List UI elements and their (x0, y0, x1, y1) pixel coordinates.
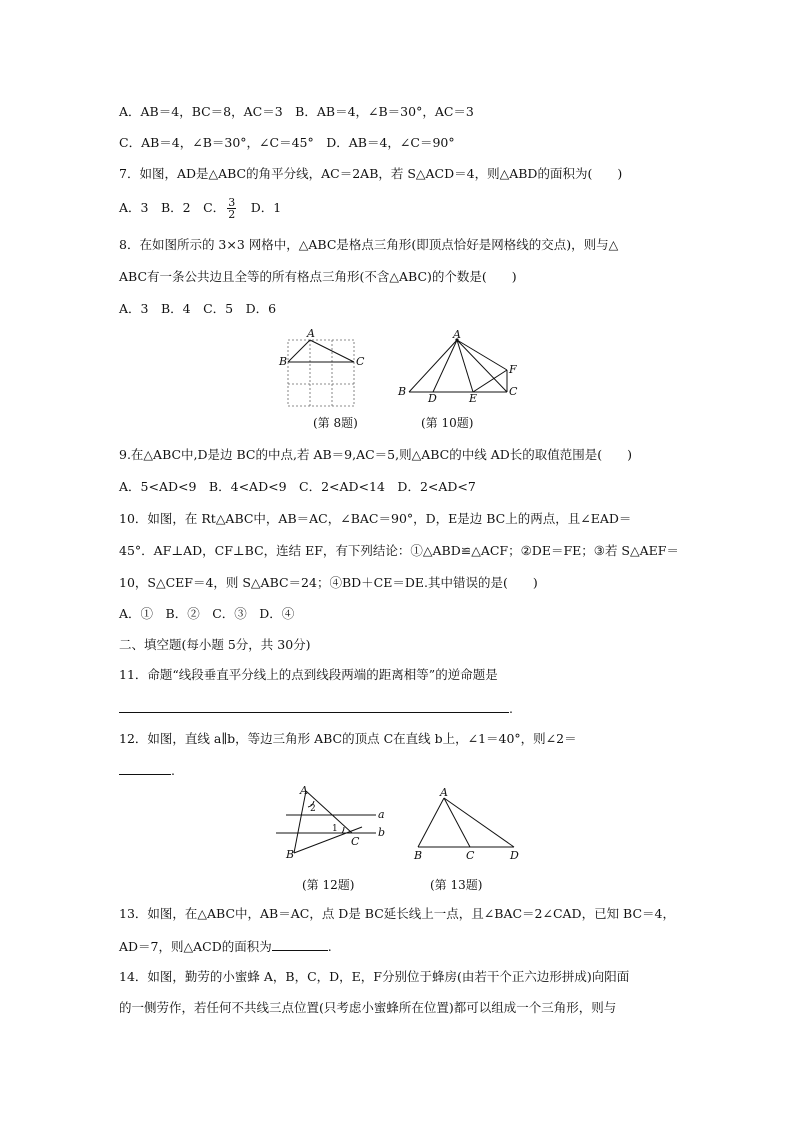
q13-answer-blank[interactable] (272, 938, 328, 951)
figure-12 (272, 785, 392, 865)
figure-10 (395, 328, 525, 405)
question-10-line3: 10，S△CEF＝4，则 S△ABC＝24；④BD＋CE＝DE.其中错误的是( ) (119, 575, 538, 590)
q13-end: . (327, 939, 332, 954)
question-9: 9.在△ABC中,D是边 BC的中点,若 AB＝9,AC＝5,则△ABC的中线 AD长的取值范围是( ) (119, 447, 633, 462)
fig13-label-c: C (466, 849, 475, 862)
question-10-line2: 45°．AF⊥AD，CF⊥BC，连结 EF，有下列结论：①△ABD≌△ACF；②DE＝FE；③若 S△AEF＝ (119, 543, 679, 558)
q11-answer-blank[interactable] (119, 700, 509, 713)
question-10-line1: 10．如图，在 Rt△ABC中，AB＝AC，∠BAC＝90°，D，E是边 BC上的两点，且∠EAD＝ (119, 511, 632, 526)
fig12-label-line-b: b (378, 826, 386, 839)
caption-fig12: (第 12题) (302, 878, 355, 892)
fraction-numerator: 3 (228, 196, 236, 209)
fig13-label-b: B (414, 849, 423, 862)
fig10-label-d: D (428, 392, 437, 405)
section-2-heading: 二、填空题(每小题 5分，共 30分) (119, 637, 311, 652)
q9-options: A．5<AD<9 B．4<AD<9 C．2<AD<14 D．2<AD<7 (119, 479, 476, 494)
q12-answer-blank[interactable] (119, 762, 171, 775)
question-8-line1: 8．在如图所示的 3×3 网格中，△ABC是格点三角形(即顶点恰好是网格线的交点)，则与△ (119, 237, 619, 252)
figure-8-grid (278, 325, 368, 410)
question-13-line1: 13．如图，在△ABC中，AB＝AC，点 D是 BC延长线上一点，且∠BAC＝2∠CAD，已知 BC＝4， (119, 906, 675, 921)
question-7: 7．如图，AD是△ABC的角平分线，AC＝2AB，若 S△ACD＝4，则△ABD的面积为( ) (119, 166, 623, 181)
figure-13 (410, 786, 530, 862)
caption-fig13: (第 13题) (430, 878, 483, 892)
fraction-denominator: 2 (228, 208, 236, 221)
question-11: 11．命题“线段垂直平分线上的点到线段两端的距离相等”的逆命题是 (119, 667, 498, 682)
question-13-line2 (119, 938, 332, 955)
q6-options-ab: A．AB＝4，BC＝8，AC＝3 B．AB＝4，∠B＝30°，AC＝3 (119, 104, 474, 119)
question-14-line1: 14．如图，勤劳的小蜜蜂 A，B，C，D，E，F分别位于蜂房(由若干个正六边形拼成)向阳面 (119, 969, 630, 984)
fig10-label-a: A (453, 328, 461, 341)
q8-options: A．3 B．4 C．5 D．6 (119, 301, 277, 316)
fig10-label-f: F (509, 363, 517, 376)
fraction-3-2 (227, 197, 236, 220)
q7-options-post: D．1 (238, 200, 282, 215)
fig13-label-d: D (510, 849, 519, 862)
fig12-label-b: B (286, 848, 295, 861)
fig12-label-a: A (300, 784, 308, 797)
q10-options: A．① B．② C．③ D．④ (119, 606, 295, 621)
question-14-line2: 的一侧劳作，若任何不共线三点位置(只考虑小蜜蜂所在位置)都可以组成一个三角形，则与 (119, 1000, 617, 1015)
fig12-label-line-a: a (378, 808, 385, 821)
fig10-label-e: E (469, 392, 478, 405)
caption-fig10: (第 10题) (421, 416, 474, 430)
caption-fig8: (第 8题) (313, 416, 358, 430)
q7-options-pre: A．3 B．2 C． (119, 200, 226, 215)
q11-answer-line (119, 700, 513, 717)
fig10-label-b: B (398, 385, 407, 398)
question-12: 12．如图，直线 a∥b，等边三角形 ABC的顶点 C在直线 b上，∠1＝40°，则∠2＝ (119, 731, 577, 746)
q11-end: . (509, 701, 513, 716)
fig12-angle-1: 1 (332, 824, 338, 834)
fig10-label-c: C (509, 385, 518, 398)
q13-text: AD＝7，则△ACD的面积为 (119, 939, 272, 954)
q6-options-cd: C．AB＝4，∠B＝30°，∠C＝45° D．AB＝4，∠C＝90° (119, 135, 455, 150)
q12-answer-line (119, 762, 175, 779)
fig8-label-a: A (307, 327, 315, 340)
fig13-label-a: A (440, 786, 448, 799)
q7-options (119, 197, 281, 220)
question-8-line2: ABC有一条公共边且全等的所有格点三角形(不含△ABC)的个数是( ) (119, 269, 517, 284)
fig12-label-c: C (351, 835, 360, 848)
fig8-label-c: C (356, 355, 365, 368)
q12-end: . (171, 763, 175, 778)
fig8-label-b: B (279, 355, 288, 368)
fig12-angle-2: 2 (310, 804, 316, 814)
